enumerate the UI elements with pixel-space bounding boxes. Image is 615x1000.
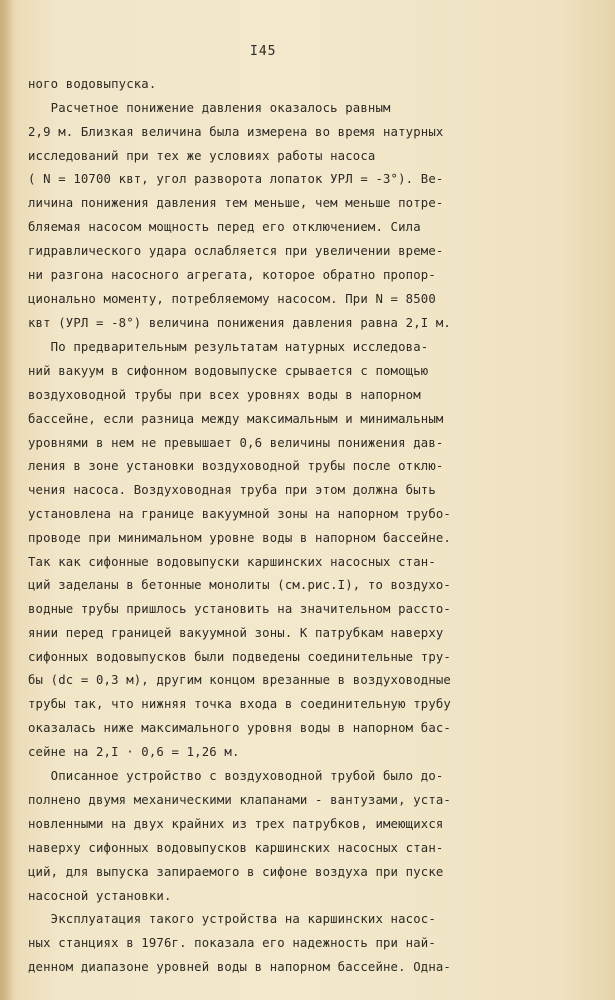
- text-line: проводе при минимальном уровне воды в напорном бассейне.: [28, 531, 451, 545]
- page-number: I45: [250, 44, 277, 59]
- text-line: ций заделаны в бетонные монолиты (см.рис.I), то воздухо-: [28, 578, 451, 592]
- text-line: насосной установки.: [28, 889, 172, 903]
- page-edge-shadow: [0, 0, 14, 1000]
- text-line: личина понижения давления тем меньше, чем меньше потре-: [28, 196, 444, 210]
- text-line: 2,9 м. Близкая величина была измерена во время натурных: [28, 125, 444, 139]
- text-line: сейне на 2,I · 0,6 = 1,26 м.: [28, 745, 240, 759]
- text-line: денном диапазоне уровней воды в напорном бассейне. Одна-: [28, 960, 451, 974]
- text-line: Так как сифонные водовыпуски каршинских насосных стан-: [28, 555, 436, 569]
- text-line: установлена на границе вакуумной зоны на напорном трубо-: [28, 507, 451, 521]
- text-line: бы (dc = 0,3 м), другим концом врезанные в воздуховодные: [28, 673, 451, 687]
- text-line: сифонных водовыпусков были подведены соединительные тру-: [28, 650, 451, 664]
- text-line: исследований при тех же условиях работы насоса: [28, 149, 376, 163]
- text-line: наверху сифонных водовыпусков каршинских насосных стан-: [28, 841, 444, 855]
- text-line: уровнями в нем не превышает 0,6 величины понижения дав-: [28, 436, 444, 450]
- text-line: По предварительным результатам натурных исследова-: [28, 340, 429, 354]
- text-line: бляемая насосом мощность перед его отключением. Сила: [28, 220, 421, 234]
- text-line: трубы так, что нижняя точка входа в соединительную трубу: [28, 697, 451, 711]
- text-line: ни разгона насосного агрегата, которое обратно пропор-: [28, 268, 436, 282]
- text-line: ных станциях в 1976г. показала его надежность при най-: [28, 936, 436, 950]
- text-line: ного водовыпуска.: [28, 77, 157, 91]
- text-line: Расчетное понижение давления оказалось равным: [28, 101, 391, 115]
- text-line: водные трубы пришлось установить на значительном рассто-: [28, 602, 451, 616]
- text-line: Описанное устройство с воздуховодной трубой было до-: [28, 769, 444, 783]
- text-line: воздуховодной трубы при всех уровнях воды в напорном: [28, 388, 421, 402]
- text-line: полнено двумя механическими клапанами - вантузами, уста-: [28, 793, 451, 807]
- text-line: бассейне, если разница между максимальным и минимальным: [28, 412, 444, 426]
- text-line: ( N = 10700 квт, угол разворота лопаток УРЛ = -3°). Ве-: [28, 172, 444, 186]
- text-line: ления в зоне установки воздуховодной трубы после отклю-: [28, 459, 444, 473]
- text-line: Эксплуатация такого устройства на каршинских насос-: [28, 912, 436, 926]
- text-line: оказалась ниже максимального уровня воды в напорном бас-: [28, 721, 451, 735]
- text-line: ций, для выпуска запираемого в сифоне воздуха при пуске: [28, 865, 444, 879]
- text-line: квт (УРЛ = -8°) величина понижения давления равна 2,I м.: [28, 316, 451, 330]
- text-line: новленными на двух крайних из трех патрубков, имеющихся: [28, 817, 444, 831]
- text-line: чения насоса. Воздуховодная труба при этом должна быть: [28, 483, 436, 497]
- text-line: гидравлического удара ослабляется при увеличении време-: [28, 244, 444, 258]
- text-line: янии перед границей вакуумной зоны. К патрубкам наверху: [28, 626, 444, 640]
- text-line: ционально моменту, потребляемому насосом. При N = 8500: [28, 292, 436, 306]
- text-line: ний вакуум в сифонном водовыпуске срывается с помощью: [28, 364, 429, 378]
